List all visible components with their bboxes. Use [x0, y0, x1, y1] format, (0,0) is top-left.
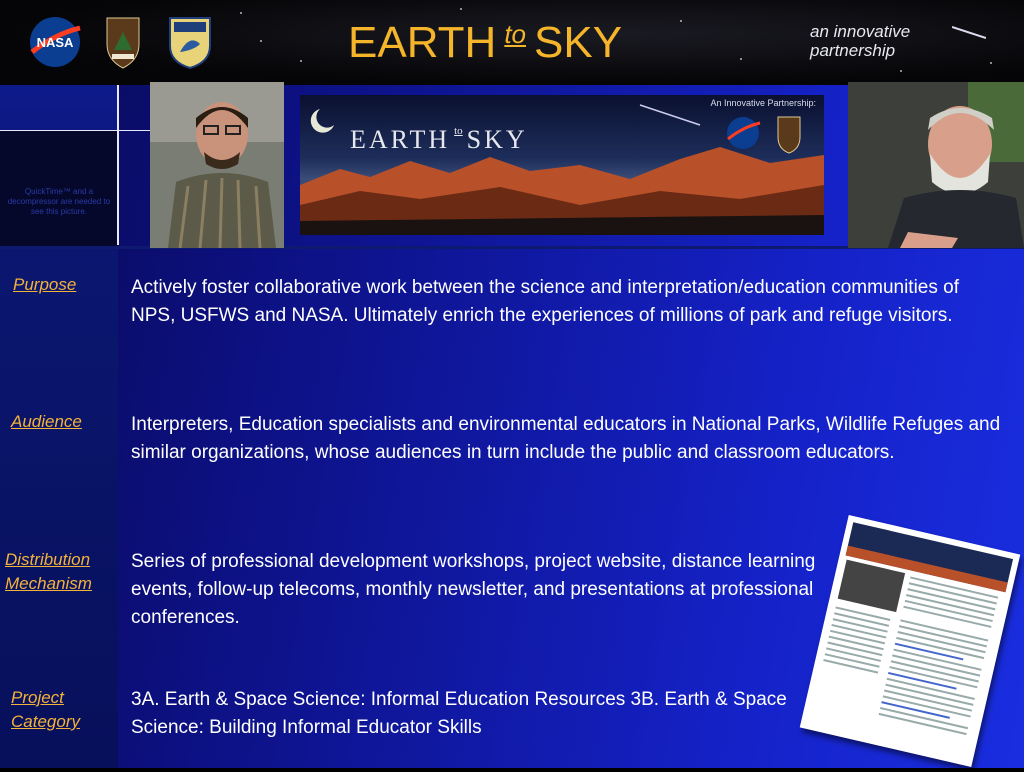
presenter-photo-right — [848, 82, 1024, 248]
distribution-mechanism-text: Series of professional development workshops, project website, distance learning events, follow-up telecoms, monthly newsletter, and presentations at professional conferences. — [131, 551, 816, 628]
audience-text: Interpreters, Education specialists and environmental educators in National Parks, Wildlife Refuges and similar organizations, whose audiences in turn include the public and classroom educators. — [131, 414, 1001, 463]
tagline: an innovative partnership — [810, 22, 911, 60]
presenter-photo-left — [150, 82, 284, 248]
fws-shield-logo-icon — [166, 14, 214, 70]
page-title: EARTH $^{to}$ SKY — [348, 18, 623, 67]
comet-icon — [952, 26, 986, 40]
project-category-text: 3A. Earth & Space Science: Informal Education Resources 3B. Earth & Space Science: Building Informal Educator Skills — [131, 689, 787, 738]
video-placeholder-text: QuickTime™ and a decompressor are needed to see this picture. — [7, 187, 111, 216]
decor-vertical-line — [117, 85, 119, 245]
nps-arrowhead-logo-icon — [104, 14, 142, 70]
svg-text:NASA: NASA — [36, 35, 74, 50]
decor-horizontal-line — [0, 130, 150, 131]
earth-to-sky-banner — [300, 95, 824, 235]
header-bar — [0, 0, 1024, 85]
banner-subtitle: An Innovative Partnership: — [710, 98, 816, 108]
banner-title: EARTH $^{to}$ SKY — [350, 125, 528, 154]
nasa-logo-icon — [28, 14, 82, 70]
distribution-mechanism-label: Distribution Mechanism — [5, 550, 92, 593]
audience-label: Audience — [11, 412, 82, 431]
project-category-label: Project Category — [11, 688, 80, 731]
purpose-text: Actively foster collaborative work between the science and interpretation/education communities of NPS, USFWS and NASA. Ultimately enrich the experiences of millions of park and refuge visitors. — [131, 277, 959, 326]
purpose-label: Purpose — [13, 275, 77, 294]
